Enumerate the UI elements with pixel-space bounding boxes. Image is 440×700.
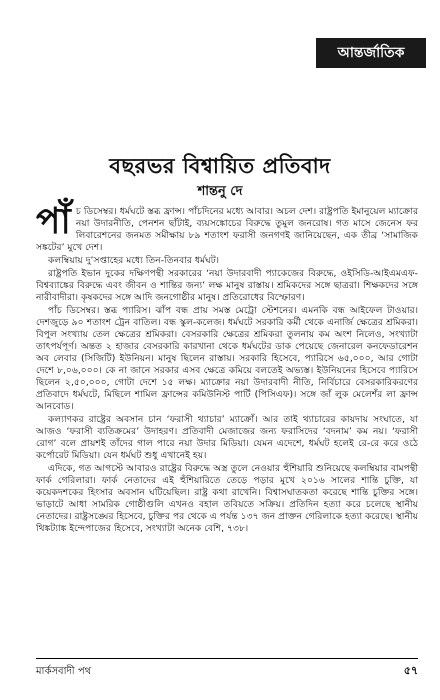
author-name: শান্তনু দে (197, 184, 243, 199)
paragraph: কল্যাণকর রাষ্ট্রের অবসান চান ‘ফরাসী থ্যাচার’ ম্যাক্রোঁ। আর তাই থ্যাচারের কায়দায় সংঘাতে, যা আজও ‘ফরাসী ব্যতিক্রমের’ উদাহরণ। প্রতিবাদী মেজাজের জন্য ফরাসিদের ‘বদনাম’ কম নয়। ‘ফরাসী রোগ’ বলে প্রায়শই তাঁদের গাল পারে নয়া উদার মিডিয়া। যেমন এদেশে, ধর্মঘট হলেই রে-রে করে ওঠে কর্পোরেট মিডিয়া। যেন ধর্মঘট শুধু এখানেই হয়। (36, 413, 418, 462)
drop-cap: পাঁ (36, 201, 71, 242)
paragraph-text: চ ডিসেম্বর। ধর্মঘটে স্তব্ধ ফ্রান্স। পাঁচদিনের মধ্যে আবার। অচল দেশ। রাষ্ট্রপতি ইমানুয়েল ম্যাক্রোর নয়া উদারনীতি, পেনশন ছাঁটাই, ব্যয়সঙ্কোচের বিরুদ্ধে তুমুল জনরোষ। গত মাসে জেনেস ফর লিবারেশনের জনমত সমীক্ষায় ৮৯ শতাংশ ফরাসী জনগণই জানিয়েছেন, এক তীব্র ‘সামাজিক সঙ্কটের’ মুখে দেশ। (36, 206, 418, 254)
paragraph: এদিকে, গত আগস্টে আবারও রাষ্ট্রের বিরুদ্ধে অস্ত্র তুলে নেওয়ার হুঁশিয়ারি শুনিয়েছে কলম্বিয়ার বামপন্থী ফার্ক গেরিলারা। ফার্ক নেতাদের এই হুঁশিয়ারিতে তেড়ে পড়ার মুখে ২০১৬ সালের শান্তি চুক্তি, যা কয়েকদশকের হিংসার অবসান ঘটিয়েছিল। রাষ্ট্র কথা রাখেনি। বিশ্বাসঘাতকতা করেছে শান্তি চুক্তির সঙ্গে। ভাড়াটে আধা সামরিক গোষ্ঠীগুলি এখনও বহাল তবিয়তে সক্রিয়। প্রতিদিন হত্যা করে চলেছে স্থানীয় নেতাদের। রাষ্ট্রসঙ্ঘের হিসেবে, চুক্তির পর থেকে এ পর্যন্ত ১৩৭ জন প্রাক্তন গেরিলাকে হত্যা করেছে। স্থানীয় থিঙ্কট্যাঙ্ক ইন্দেপাজের হিসেবে, সংখ্যাটা অনেক বেশি, ৭৩৮। (36, 462, 418, 535)
paragraph: রাষ্ট্রপতি ইভান দুকের দক্ষিণপন্থী সরকারের ‘নয়া উদারবাদী প্যাকেজের বিরুদ্ধে, ওইসিডি-আইএমএফ-বিশ্বব্যাঙ্কের বিরুদ্ধে এবং জীবন ও শান্তির জন্য’ লক্ষ মানুষ রাস্তায়। শ্রমিকদের সঙ্গে ছাত্ররা। শিক্ষকদের সঙ্গে নারীবাদীরা। কৃষকদের সঙ্গে আদি জনগোষ্ঠীর মানুষ। প্রতিরোধের বিস্ফোরণ। (36, 267, 418, 303)
article-body (36, 201, 418, 536)
journal-name: মার্কসবাদী পথ (36, 666, 92, 677)
paragraph: কলম্বিয়ায় দু’সপ্তাহের মধ্যে তিন-তিনবার ধর্মঘট। (48, 254, 220, 266)
paragraph: পাঁচ ডিসেম্বর। স্তব্ধ প্যারিস। ঝাঁপ বন্ধ প্রায় সমস্ত মেট্রো স্টেশনের। এমনকি বন্ধ আইফেল টাওয়ার। দেশজুড়ে ৯০ শতাংশ ট্রেন বাতিল। বন্ধ স্কুল-কলেজ। ধর্মঘটে সরকারি কর্মী থেকে এনার্জি ক্ষেত্রের শ্রমিকরা। বিপুল সংখ্যায় তেল ক্ষেত্রের শ্রমিকরা। বেসরকারি ক্ষেত্রের শ্রমিকরা তুলনায় কম অংশ নিলেও, সংখ্যাটা তাৎপর্যপূর্ণ। অন্তত ২ হাজার বেসরকারি কারখানা থেকে ধর্মঘটের ডাক পেয়েছে জেনারেল কনফেডারেশন অব লেবার (সিজিটি) ইউনিয়ন। মানুষ ছিলেন রাস্তায়। সরকারি হিসেবে, প্যারিসে ৬৫,০০০, আর গোটা দেশে ৮,০৬,০০০। কে না জানে সরকার এসব ক্ষেত্রে কমিয়ে বলতেই অভ্যস্ত। ইউনিয়নের হিসেবে প্যারিসে ছিলেন ২,৫০,০০০, গোটা দেশে ১৫ লক্ষ। ম্যাক্রোর নয়া উদারবাদী নীতি, নির্বিচারে বেসরকারিকরণের প্রতিবাদে ধর্মঘটে, মিছিলে শামিল ফ্রান্সের কমিউনিস্ট পার্টি (পিসিএফ)। সঙ্গে জাঁ লুক মেলেশঁর লা ফ্রান্স আনবোড। (36, 304, 418, 413)
article-title: বছরভর বিশ্বায়িত প্রতিবাদ (109, 154, 331, 178)
paragraph (36, 201, 418, 254)
footer-divider (36, 658, 418, 659)
section-tag: আন্তর্জাতিক (316, 38, 426, 68)
page-number: ৫৭ (403, 664, 418, 677)
